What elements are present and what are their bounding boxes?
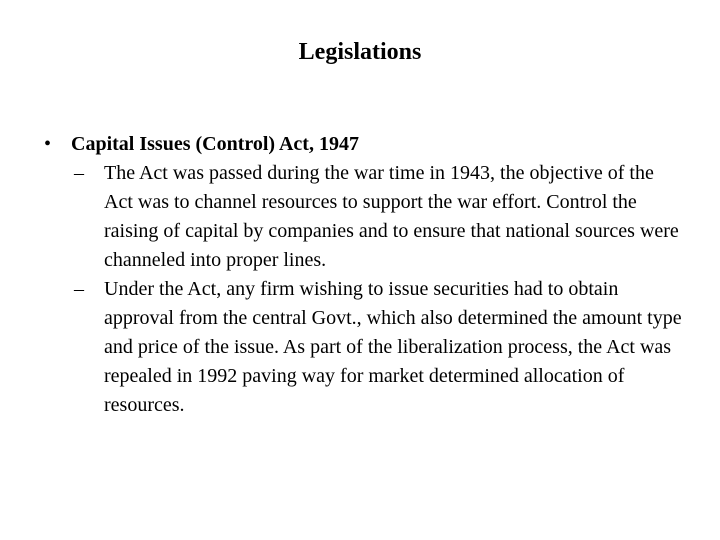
dash-marker: –	[74, 278, 84, 300]
bullet-marker: •	[44, 133, 52, 155]
bullet-item	[44, 130, 694, 420]
sub-bullet-list	[71, 159, 694, 420]
sub-bullet-text: Under the Act, any firm wishing to issue securities had to obtain approval from the central Govt., which also determined the amount type and price of the issue. As part of the liberalization process, the Act was repealed in 1992 paving way for market determined allocation of resources.	[104, 278, 682, 416]
sub-bullet-item	[71, 159, 694, 275]
bullet-heading: Capital Issues (Control) Act, 1947	[71, 133, 359, 155]
bullet-list	[44, 130, 694, 420]
sub-bullet-item	[71, 275, 694, 420]
sub-bullet-text: The Act was passed during the war time in 1943, the objective of the Act was to channel resources to support the war effort. Control the raising of capital by companies and to ensure that national sources were channeled into proper lines.	[104, 162, 679, 271]
dash-marker: –	[74, 162, 84, 184]
slide-title: Legislations	[298, 39, 422, 65]
